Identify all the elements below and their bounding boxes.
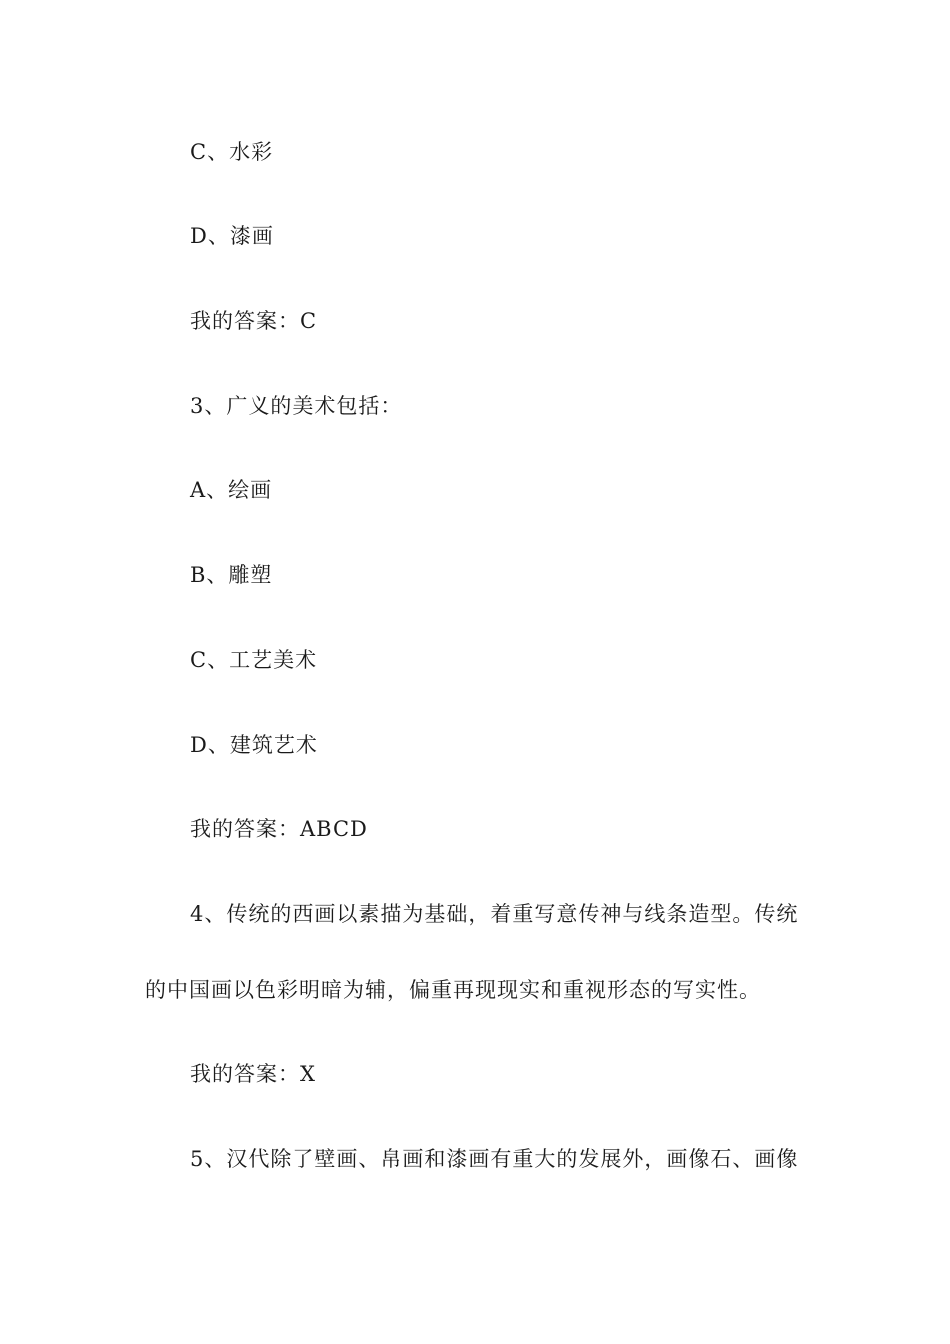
option-a-painting: A、绘画 [190, 478, 273, 502]
option-c-crafts: C、工艺美术 [190, 648, 318, 672]
question-4-line-2: 的中国画以色彩明暗为辅，偏重再现现实和重视形态的写实性。 [145, 978, 761, 1002]
answer-q2: 我的答案：C [190, 309, 318, 333]
option-d-lacquer-painting: D、漆画 [190, 224, 274, 248]
question-4-line-1: 4、传统的西画以素描为基础，着重写意传神与线条造型。传统 [190, 902, 799, 926]
option-b-sculpture: B、雕塑 [190, 563, 273, 587]
question-5-line-1: 5、汉代除了壁画、帛画和漆画有重大的发展外，画像石、画像 [190, 1147, 799, 1171]
question-3: 3、广义的美术包括： [190, 394, 403, 418]
answer-q3: 我的答案：ABCD [190, 817, 368, 841]
option-c-watercolor: C、水彩 [190, 140, 274, 164]
option-d-architecture: D、建筑艺术 [190, 733, 318, 757]
answer-q4: 我的答案：X [190, 1062, 316, 1086]
